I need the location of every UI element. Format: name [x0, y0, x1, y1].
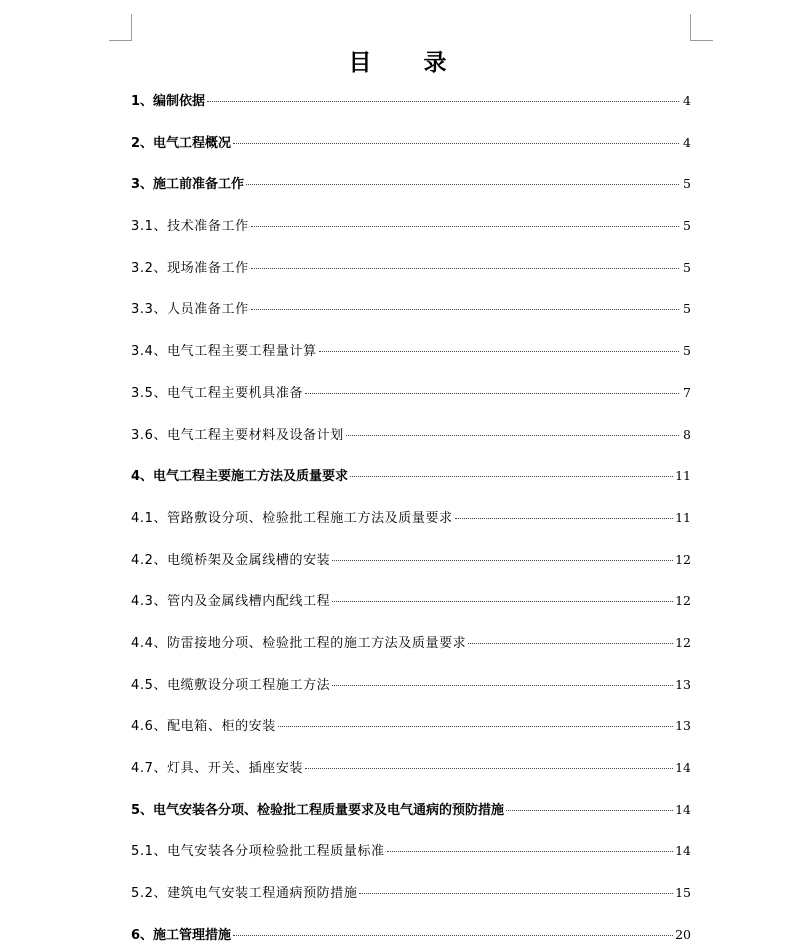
toc-entry[interactable]	[131, 675, 691, 717]
toc-dot-leader	[233, 143, 679, 144]
toc-entry[interactable]	[131, 299, 691, 341]
toc-page-number: 11	[675, 509, 691, 525]
toc-dot-leader	[251, 226, 679, 227]
toc-entry-title[interactable]: 4.2、电缆桥架及金属线槽的安装	[131, 552, 331, 568]
toc-dot-leader	[207, 101, 679, 102]
toc-dot-leader	[305, 393, 679, 394]
toc-entry-title[interactable]: 3.4、电气工程主要工程量计算	[131, 344, 317, 360]
toc-entry-title[interactable]: 5、电气安装各分项、检验批工程质量要求及电气通病的预防措施	[131, 802, 505, 818]
toc-dot-leader	[455, 518, 673, 519]
toc-dot-leader	[350, 476, 673, 477]
toc-entry-title[interactable]: 4.6、配电箱、柜的安装	[131, 719, 276, 735]
toc-page-number: 14	[675, 760, 691, 775]
toc-entry[interactable]	[131, 925, 691, 943]
toc-entry-title[interactable]: 3.3、人员准备工作	[131, 302, 249, 318]
toc-dot-leader	[251, 268, 679, 269]
toc-entry-title[interactable]: 5.1、电气安装各分项检验批工程质量标准	[131, 844, 385, 860]
toc-entry-title[interactable]: 6、施工管理措施	[131, 927, 232, 943]
toc-entry-title[interactable]: 3、施工前准备工作	[131, 177, 245, 193]
toc-page-number: 8	[683, 426, 691, 442]
toc-page-number: 14	[675, 843, 691, 859]
toc-dot-leader	[387, 851, 673, 852]
table-of-contents	[131, 91, 691, 943]
toc-entry-title[interactable]: 3.5、电气工程主要机具准备	[131, 385, 304, 401]
toc-dot-leader	[332, 685, 673, 686]
toc-page-number: 5	[683, 259, 691, 275]
toc-dot-leader	[319, 351, 679, 352]
toc-page-number: 14	[675, 801, 691, 817]
toc-entry[interactable]	[131, 841, 691, 883]
toc-entry[interactable]	[131, 133, 691, 175]
toc-entry-title[interactable]: 1、编制依据	[131, 94, 206, 109]
toc-entry-title[interactable]: 4.3、管内及金属线槽内配线工程	[131, 594, 331, 610]
toc-entry-title[interactable]: 4、电气工程主要施工方法及质量要求	[131, 469, 349, 485]
toc-dot-leader	[346, 435, 679, 436]
toc-dot-leader	[278, 726, 673, 727]
crop-mark-top-right	[690, 14, 713, 41]
toc-page-number: 13	[675, 676, 691, 692]
toc-entry-title[interactable]: 5.2、建筑电气安装工程通病预防措施	[131, 886, 358, 902]
toc-entry[interactable]	[131, 258, 691, 300]
toc-dot-leader	[251, 309, 679, 310]
toc-page-number: 12	[675, 634, 691, 650]
toc-entry[interactable]	[131, 425, 691, 467]
toc-entry[interactable]	[131, 716, 691, 758]
toc-entry[interactable]	[131, 508, 691, 550]
toc-page-number: 13	[675, 718, 691, 734]
toc-page-number: 5	[683, 176, 691, 192]
toc-entry[interactable]	[131, 91, 691, 133]
toc-page-number: 15	[675, 885, 691, 901]
toc-dot-leader	[332, 601, 673, 602]
toc-page-number: 12	[675, 593, 691, 609]
toc-entry[interactable]	[131, 633, 691, 675]
toc-entry-title[interactable]: 4.1、管路敷设分项、检验批工程施工方法及质量要求	[131, 510, 453, 526]
toc-entry[interactable]	[131, 883, 691, 925]
toc-entry[interactable]	[131, 466, 691, 508]
toc-dot-leader	[468, 643, 673, 644]
toc-entry[interactable]	[131, 591, 691, 633]
toc-entry-title[interactable]: 3.2、现场准备工作	[131, 260, 249, 276]
toc-entry[interactable]	[131, 216, 691, 258]
toc-entry[interactable]	[131, 383, 691, 425]
toc-entry-title[interactable]: 4.5、电缆敷设分项工程施工方法	[131, 677, 331, 693]
toc-page-number: 11	[675, 468, 691, 484]
toc-dot-leader	[332, 560, 673, 561]
toc-page-number: 5	[683, 343, 691, 359]
toc-dot-leader	[506, 810, 673, 811]
toc-entry-title[interactable]: 4.7、灯具、开关、插座安装	[131, 761, 304, 776]
toc-entry[interactable]	[131, 800, 691, 842]
toc-dot-leader	[246, 184, 679, 185]
toc-page-number: 5	[683, 218, 691, 234]
toc-page-number: 20	[675, 926, 691, 942]
toc-dot-leader	[359, 893, 673, 894]
toc-entry[interactable]	[131, 341, 691, 383]
toc-entry-title[interactable]: 3.1、技术准备工作	[131, 219, 249, 235]
toc-entry[interactable]	[131, 550, 691, 592]
toc-page-number: 4	[683, 93, 691, 108]
toc-page-number: 12	[675, 551, 691, 567]
toc-entry-title[interactable]: 3.6、电气工程主要材料及设备计划	[131, 427, 344, 443]
toc-page-number: 4	[683, 134, 691, 150]
toc-entry[interactable]	[131, 758, 691, 800]
crop-mark-top-left	[109, 14, 132, 41]
toc-entry-title[interactable]: 2、电气工程概况	[131, 135, 232, 151]
toc-entry[interactable]	[131, 174, 691, 216]
toc-dot-leader	[305, 768, 673, 769]
toc-dot-leader	[233, 935, 673, 936]
page-title: 目 录	[348, 49, 469, 76]
toc-page-number: 7	[683, 384, 691, 400]
toc-entry-title[interactable]: 4.4、防雷接地分项、检验批工程的施工方法及质量要求	[131, 635, 467, 651]
toc-page-number: 5	[683, 301, 691, 317]
